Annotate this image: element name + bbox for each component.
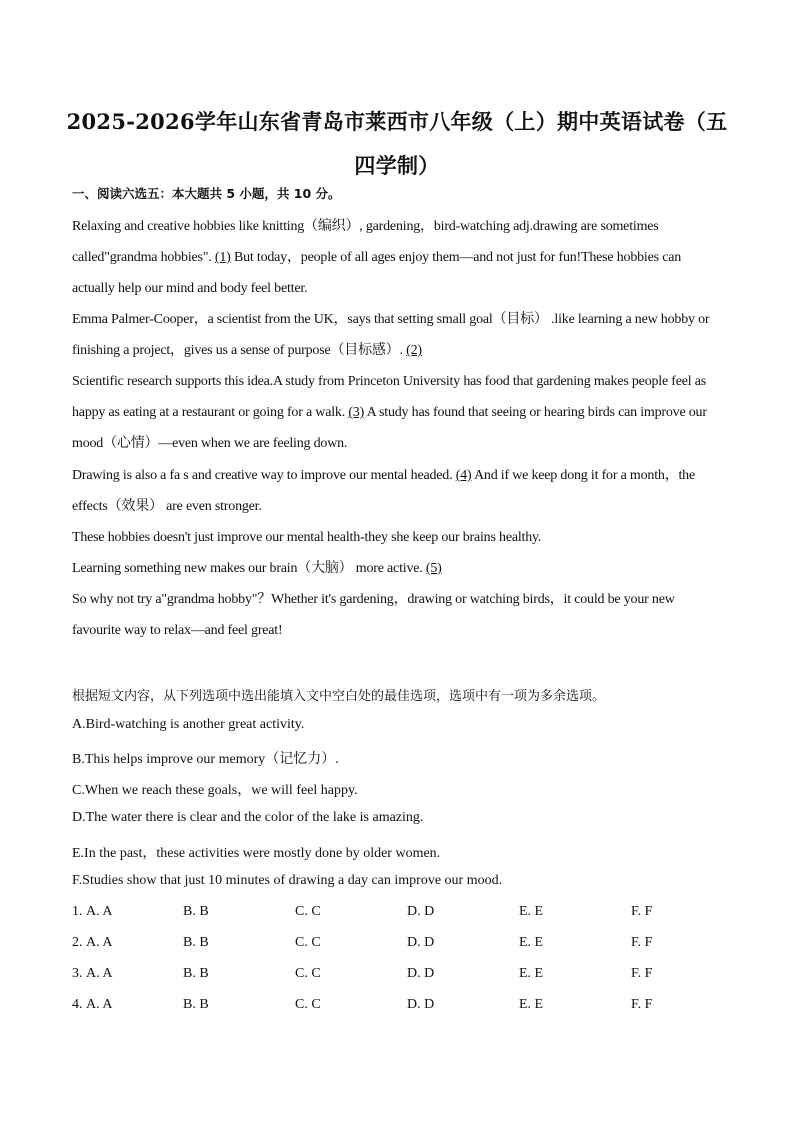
paragraph-text: And if we keep dong it for a month，the effects（效果） are even stronger.	[72, 468, 695, 515]
passage-paragraph-2	[72, 304, 722, 366]
choice-e[interactable]: E. E	[519, 997, 544, 1012]
section-heading: 一、阅读六选五：本大题共 5 小题，共 10 分。	[72, 186, 341, 201]
question-number: 3.	[72, 966, 83, 981]
choice-f[interactable]: F. F	[631, 997, 653, 1012]
option-a: A.Bird-watching is another great activity.	[72, 717, 305, 732]
passage-paragraph-6	[72, 553, 722, 584]
option-c: C.When we reach these goals，we will feel happy.	[72, 783, 358, 798]
choice-d[interactable]: D. D	[407, 997, 435, 1012]
choice-c[interactable]: C. C	[295, 904, 321, 919]
choice-e[interactable]: E. E	[519, 935, 544, 950]
option-d: D.The water there is clear and the color of the lake is amazing.	[72, 810, 424, 825]
choice-a[interactable]: A. A	[86, 904, 113, 919]
question-row-4	[72, 997, 732, 1017]
blank-5: (5)	[425, 561, 442, 576]
paragraph-text: Learning something new makes our brain（大脑） more active.	[72, 561, 423, 576]
question-number: 1.	[72, 904, 83, 919]
paragraph-text: Scientific research supports this idea.A study from Princeton University has food that gardening makes people feel as happy as eating at a restaurant or going for a walk.	[72, 374, 707, 421]
passage-paragraph-1	[72, 211, 722, 305]
blank-3: (3)	[348, 405, 365, 421]
paragraph-text: A study has found that seeing or hearing birds can improve our mood（心情）—even when we are feeling down.	[72, 405, 707, 452]
title-line-2: 四学制）	[354, 153, 440, 178]
choice-f[interactable]: F. F	[631, 904, 653, 919]
blank-4: (4)	[455, 468, 472, 483]
passage-paragraph-3	[72, 366, 722, 460]
title-line-1: 2025-2026学年山东省青岛市莱西市八年级（上）期中英语试卷（五	[66, 109, 728, 134]
paragraph-text: Drawing is also a fa s and creative way to improve our mental headed.	[72, 468, 453, 483]
choice-a[interactable]: A. A	[86, 997, 113, 1012]
choice-d[interactable]: D. D	[407, 935, 435, 950]
question-row-1	[72, 904, 732, 924]
choice-d[interactable]: D. D	[407, 904, 435, 919]
question-number: 4.	[72, 997, 83, 1012]
paragraph-text: These hobbies doesn't just improve our mental health-they she keep our brains healthy.	[72, 530, 542, 545]
choice-b[interactable]: B. B	[183, 997, 209, 1012]
option-f: F.Studies show that just 10 minutes of drawing a day can improve our mood.	[72, 873, 503, 888]
instruction-text: 根据短文内容，从下列选项中选出能填入文中空白处的最佳选项，选项中有一项为多余选项。	[72, 689, 606, 704]
question-row-2	[72, 935, 732, 955]
choice-f[interactable]: F. F	[631, 966, 653, 981]
paragraph-text: Emma Palmer-Cooper，a scientist from the UK，says that setting small goal（目标） .like learning a new hobby or finishing a project，gives us a sense of purpose（目标感）.	[72, 312, 710, 359]
blank-2: (2)	[406, 343, 422, 359]
question-row-3	[72, 966, 732, 986]
paragraph-text: So why not try a"grandma hobby"？Whether it's gardening，drawing or watching birds，it could be your new favourite way to relax—and feel great!	[72, 592, 675, 639]
paragraph-text: Relaxing and creative hobbies like knitting（编织）, gardening，bird-watching adj.drawing are sometimes called"grandma hobbies".	[72, 219, 659, 266]
option-e: E.In the past，these activities were mostly done by older women.	[72, 846, 441, 861]
exam-title	[60, 100, 734, 188]
paragraph-text: But today，people of all ages enjoy them—and not just for fun!These hobbies can actually help our mind and body feel better.	[72, 250, 682, 297]
choice-c[interactable]: C. C	[295, 935, 321, 950]
choice-b[interactable]: B. B	[183, 935, 209, 950]
choice-c[interactable]: C. C	[295, 966, 321, 981]
option-b: B.This helps improve our memory（记忆力）.	[72, 752, 339, 767]
choice-d[interactable]: D. D	[407, 966, 435, 981]
choice-a[interactable]: A. A	[86, 935, 113, 950]
passage-paragraph-7	[72, 584, 722, 646]
choice-b[interactable]: B. B	[183, 904, 209, 919]
choice-e[interactable]: E. E	[519, 904, 544, 919]
question-number: 2.	[72, 935, 83, 950]
passage-paragraph-4	[72, 460, 722, 522]
choice-e[interactable]: E. E	[519, 966, 544, 981]
passage-paragraph-5	[72, 522, 722, 553]
choice-f[interactable]: F. F	[631, 935, 653, 950]
choice-c[interactable]: C. C	[295, 997, 321, 1012]
choice-b[interactable]: B. B	[183, 966, 209, 981]
choice-a[interactable]: A. A	[86, 966, 113, 981]
blank-1: (1)	[214, 250, 231, 266]
